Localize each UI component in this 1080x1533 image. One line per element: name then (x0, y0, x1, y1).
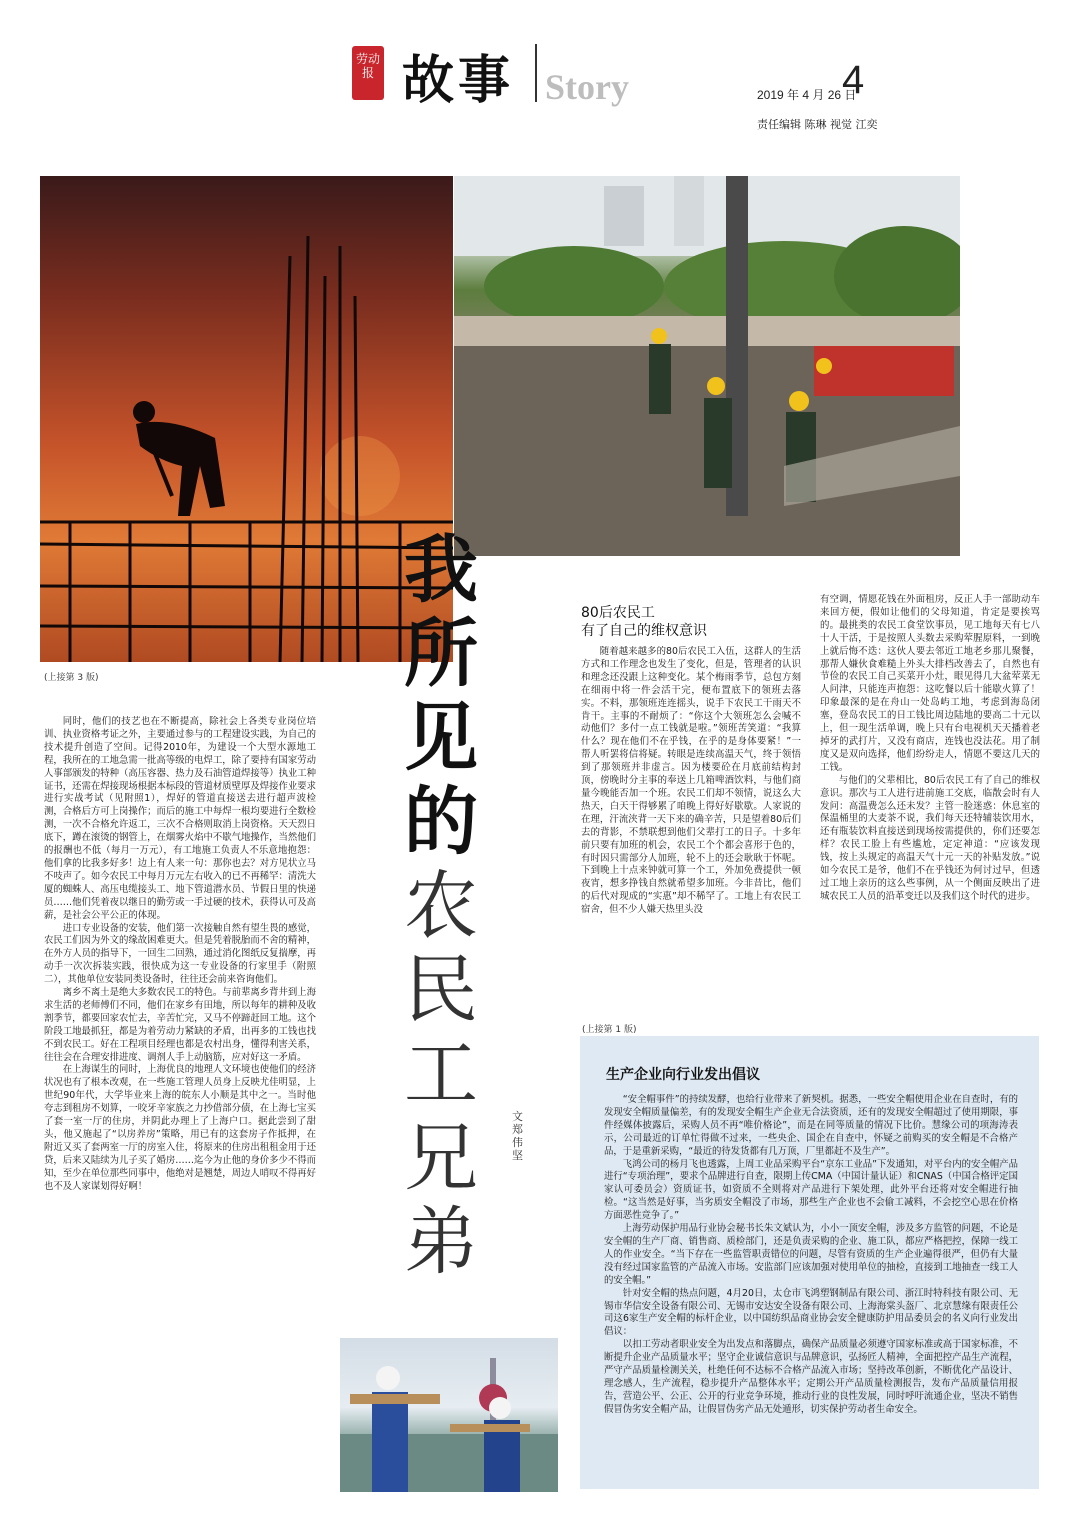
middle-column-body (581, 646, 801, 1022)
paragraph: “安全帽事件”的持续发酵，也给行业带来了新契机。据悉，一些安全帽使用企业在自查时，有的发现安全帽质量偏差，有的发现安全帽生产企业无合法资质，还有的发现安全帽超过了使用期限，事件经媒体披露后，采购人员不再“唯价格论”，而是在同等质量的情况下比价。慧缘公司的项海涛表示，公司最近的订单忙得做不过来，一些央企、国企在自查中，怀疑之前购买的安全帽是不合格产品，于是重新采购，“最近的待发货都有几万顶，厂里都赶不及生产”。 (604, 1094, 1018, 1157)
headline-char: 兄 (404, 1115, 478, 1201)
issue-date: 2019 年 4 月 26 日 (757, 88, 857, 102)
byline-char: 文 (512, 1110, 523, 1123)
page-number: 4 (842, 58, 865, 102)
editor-credits: 责任编辑 陈琳 视觉 江奕 (757, 118, 878, 131)
left-column-body (44, 716, 316, 1492)
sidebar-body (604, 1094, 1018, 1484)
sidebar-title: 生产企业向行业发出倡议 (606, 1067, 760, 1083)
section-divider (535, 44, 537, 102)
paragraph: 同时，他们的技艺也在不断提高，除社会上各类专业岗位培训、执业资格考证之外，主要通过参与的工程建设实践，为自己的技术提升创造了空间。记得2010年，为建设一个大型水源地工程，我所在的工地急需一批高等级的电焊工，除了要持有国家劳动人事部颁发的特种（高压容器、热力及石油管道焊接等）执业工种证书，还需在焊接现场根据本标段的管道材质壁厚及焊接作业要求进行实战考试（见附照1），焊好的管道直接送去进行超声波检测，合格后方可上岗操作；而后的施工中每焊一根均要进行全数检测，一次不合格允许返工，三次不合格则取消上岗资格。天天烈日底下，蹲在滚烫的钢管上，在烟雾火焰中不歇气地操作，当然他们的报酬也不低（每月一万元），有工地施工负责人不乐意地抱怨：他们拿的比我多好多！边上有人来一句：那你也去？对方见状立马不吱声了。如今农民工中每月万元左右收入的已不再稀罕：清洗大厦的蜘蛛人、高压电缆接头工、地下管道潜水员、节假日里的快递员……他们凭着夜以继日的勤劳或一手过硬的技术，获得认可及高薪，是社会公平公正的体现。 (44, 716, 316, 921)
paragraph: 上海劳动保护用品行业协会秘书长朱文斌认为，小小一顶安全帽，涉及多方监管的问题，不论是安全帽的生产厂商、销售商、质检部门，还是负责采购的企业、施工队，都应严格把控，保障一线工人的作业安全。“当下存在一些监管职责错位的问题，尽管有资质的生产企业遍得很严，但仍有大量没有经过国家监管的产品流入市场。安监部门应该加强对使用单位的抽检，直接到工地抽查一线工人的安全帽。” (604, 1223, 1018, 1286)
right-column-body (820, 594, 1040, 1014)
paragraph: 随着越来越多的80后农民工入伍，这群人的生活方式和工作理念也发生了变化，但是，管理者的认识和理念还没跟上这种变化。某个梅雨季节，总包方刻在细雨中将一件会活干完，便布置底下的领班去落实。不料，那领班连连摇头，说手下农民工干雨天不肯干。主事的不耐烦了：“你这个大领班怎么会喊不动他们？多付一点工钱就是啦。”领班苦笑道：“我算什么？现在他们不在乎钱，在乎的是身体要紧！”一帮人听罢将信将疑。转眼是连续高温天气，终于领悟到了那领班并非虚言。因为楼要砼在月底前结构封顶，傍晚时分主事的奉送上几箱啤酒饮料，与他们商量今晚能否加一个班。农民工们却不领情，说这么大热天，白天干得够累了咱晚上得好好歇歇。人家说的在理，汗流浃背一天下来的确辛苦，只是望着80后们去的背影，不禁联想到他们父辈打工的日子。十多年前只要有加班的机会，农民工个个都会喜形于色的，有时因只需部分人加班，轮不上的还会耿耿于怀呢。下到晚上十点来钟就可算一个工，外加免费提供一顿夜宵，想多挣钱自然就希望多加班。今非昔比，他们的后代对现成的“实惠”却不稀罕了。工地上有农民工宿舍，但不少人嫌天热里头没 (581, 646, 801, 916)
subhead-line-2: 有了自己的维权意识 (581, 623, 707, 639)
headline-char-bold: 见 (404, 695, 478, 781)
headline-char-bold: 我 (404, 527, 478, 613)
paragraph: 在上海谋生的同时，上海优良的地理人文环境也使他们的经济状况也有了根本改观，在一些施工管理人员身上反映尤佳明显，上世纪90年代，大学毕业来上海的皖东人小顺是其中之一。当时他夸志到租房不划算，一咬牙辛家族之力抄借部分债，在上海七宝买了套一室一厅的住房，并阴此办理上了上海户口。据此尝到了甜头，他又施起了“以房养房”策略，用已有的这套房子作抵押，在附近又买了套两室一厅的房室入住，将原来的住房出租租金用于还贷，后来又陆续为儿子买了婚房……迄今为止他的身价多少不得而知，至少在单位那些同事中，他绝对是翘楚，周边人哨叹不得再好也不及人家谋划得好啊！ (44, 1064, 316, 1192)
headline-char-bold: 的 (404, 779, 478, 865)
newspaper-logo-seal: 劳动报 (352, 46, 384, 100)
continued-from-page-1: (上接第 1 版) (582, 1025, 637, 1035)
section-title: 故事 (402, 51, 515, 111)
byline (512, 1110, 528, 1162)
paragraph: 进口专业设备的安装，他们第一次接触自然有望生畏的感觉，农民工们因为外文的缘故困难更大。但是凭着脱胎而不舍的精神，在外方人员的指导下，一回生二回熟，通过消化图纸反复揣摩，再动手一次次拆装实践，很快成为这一专业设备的行家里手（附照二），其他单位安装同类设备时，往往还会前来咨询他们。 (44, 922, 316, 986)
headline-char: 弟 (404, 1199, 478, 1285)
paragraph: 飞鸿公司的杨月飞也透露，上周工业品采购平台“京东工业品”下发通知，对平台内的安全帽产品进行“专项治理”，要求个品牌进行自查，限期上传CMA（中国计量认证）和CNAS（中国合格评定国家认可委员会）资质证书，如资质不全则将对产品进行下架处理，此外平台还将对安全帽进行抽检。“这当然是好事，当劣质安全帽没了市场，那些生产企业也不会偷工减料，不会挖空心思在价格方面恶性竞争了。” (604, 1158, 1018, 1222)
section-title-en: Story (545, 67, 629, 107)
byline-char: 坚 (512, 1149, 523, 1162)
continued-from-page-3: (上接第 3 版) (44, 673, 99, 683)
paragraph: 与他们的父辈相比，80后农民工有了自己的维权意识。那次与工人进行进前施工交底，临散会时有人发问：高温费怎么还未发？主管一脸迷惑：休息室的保温桶里的大麦茶不说，我们每天还特辅装饮用水，还有瓶装饮料直接送到现场按需提供的，你们还要怎样？农民工脸上有些尴尬，定定神道：“应该发现钱，按上头规定的高温天气十元一天的补贴发放。”说如今农民工是爷，他们不在乎钱还为何讨过早，但透过工地上亲历的这么些事例，从一个侧面反映出了进城农民工人员的沿革变迁以及我们这个时代的进步。 (820, 774, 1040, 902)
paragraph: 针对安全帽的热点问题，4月20日，太仓市飞鸿塑钢制品有限公司、浙江时特科技有限公司、无锡市华信安全设备有限公司、无锡市安达安全设备有限公司、上海海棠头盔厂、北京慧缘有限责任公司这6家生产安全帽的标杆企业，以中国纺织品商业协会安全健康防护用品委员会的名义向行业发出倡议： (604, 1287, 1018, 1338)
headline-char: 民 (404, 947, 478, 1033)
paragraph: 离乡不离土是绝大多数农民工的特色。与前辈离乡背井到上海求生活的老师傅们不同，他们在家乡有田地，所以每年的耕种及收割季节，都要回家农忙去，辛苦忙完，又马不停蹄赶回工地。这个阶段工地最抓狂，都是为着劳动力紧缺的矛盾，出再多的工钱也找不到农民工。好在工程项目经理也都是农村出身，懂得利害关系，往往会在合理安排进度、调剂人手上动脑筋，应对好这一矛盾。 (44, 987, 316, 1063)
workers-carrying-photo (340, 1338, 558, 1492)
construction-site-photo (454, 176, 960, 556)
paragraph: 以扣工劳动者职业安全为出发点和落脚点，确保产品质量必须遵守国家标准或高于国家标准，不断提升企业产品质量水平；坚守企业诚信意识与品牌意识，弘扬匠人精神，全面把控产品生产流程，严守产品质量检测关关，杜绝任何不达标不合格产品流入市场；坚持改革创新，不断优化产品设计、理念感人，生产流程，稳步提升产品整体水平；定期公开产品质量检测报告，发布产品质量信用报告，营造公平、公正、公开的行业竞争环境，推动行业的良性发展，同时呼吁流通企业，坚决不销售假冒伪劣安全帽产品，让假冒伪劣产品无处遁形，切实保护劳动者生命安全。 (604, 1339, 1018, 1415)
headline-char: 农 (404, 863, 478, 949)
headline-char: 工 (404, 1031, 478, 1117)
paragraph: 有空调，情愿花钱在外面租房，反正人手一部助动车来回方便，假如让他们的父母知道，肯定是要挨骂的。最挑类的农民工食堂饮事员，见工地每天有七八十人干活，于是按照人头数去采购荤腥原料，一到晚上就后悔不迭：这伙人要去邻近工地老乡那儿聚餐，那帮人嫌伙食难糙上外头大排档改善去了，自然也有节俭的农民工自己买菜开小灶，眼见得几大盆荤菜无人问津，只能连声抱怨：这吃餐以后十能歇火算了！印象最深的是在舟山一处岛屿工地，考虑到海岛闭塞，登岛农民工的日工钱比周边陆地的要高二十元以上，但一现生活单调，晚上只有台电视机天天播着老掉牙的武打片，又没有商店，连钱也没法花。用了制度又是双向选择，他们纷纷走人，情愿不要这几天的工钱。 (820, 594, 1040, 773)
subhead-line-1: 80后农民工 (581, 605, 655, 621)
byline-char: 伟 (512, 1136, 523, 1149)
byline-char: 郑 (512, 1123, 523, 1136)
feature-headline (398, 528, 484, 1284)
sunset-worker-photo (40, 176, 453, 662)
headline-char-bold: 所 (404, 611, 478, 697)
